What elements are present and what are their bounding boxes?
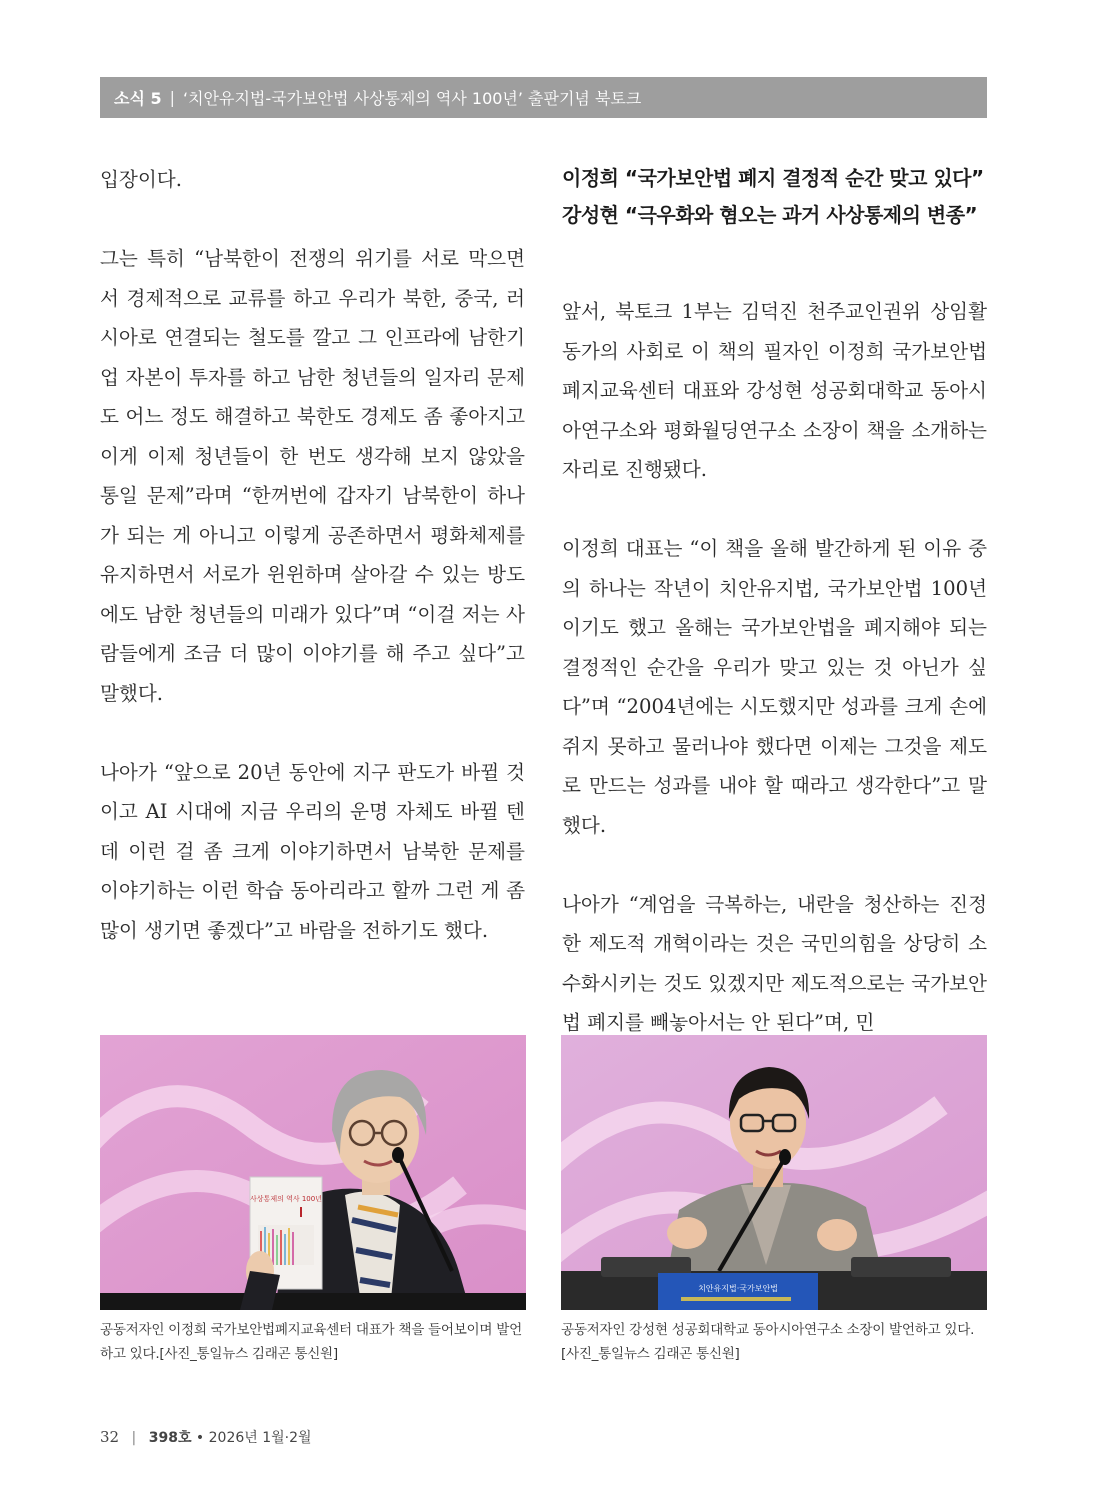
issue-number: 398호 (148, 1430, 192, 1446)
section-title: ‘치안유지법-국가보안법 사상통제의 역사 100년’ 출판기념 북토크 (183, 89, 642, 108)
right-paragraph-1: 앞서, 북토크 1부는 김덕진 천주교인권위 상임활동가의 사회로 이 책의 필자인 이정희 국가보안법폐지교육센터 대표와 강성현 성공회대학교 동아시아연구소와 평화월딩연구소 소장이 책을 소개하는 자리로 진행됐다. (562, 300, 987, 481)
left-paragraph-2: 그는 특히 “남북한이 전쟁의 위기를 서로 막으면서 경제적으로 교류를 하고 우리가 북한, 중국, 러시아로 연결되는 철도를 깔고 그 인프라에 남한기업 자본이 투자를 하고 남한 청년들의 일자리 문제도 어느 정도 해결하고 북한도 경제도 좀 좋아지고 이게 이제 청년들이 한 번도 생각해 보지 않았을 통일 문제”라며 “한꺼번에 갑자기 남북한이 하나가 되는 게 아니고 이렇게 공존하면서 평화체제를 유지하면서 서로가 윈윈하며 살아갈 수 있는 방도에도 남한 청년들의 미래가 있다”며 “이걸 저는 사람들에게 조금 더 많이 이야기를 해 주고 싶다”고 말했다. (100, 247, 525, 705)
footer-divider: | (131, 1430, 137, 1446)
page-footer (100, 1427, 312, 1447)
right-paragraph-3: 나아가 “계엄을 극복하는, 내란을 청산하는 진정한 제도적 개혁이라는 것은 국민의힘을 상당히 소수화시키는 것도 있겠지만 제도적으로는 국가보안법 폐지를 빼놓아서는 안 된다”며, 민 (562, 892, 987, 1034)
issue-date: • 2026년 1월·2월 (195, 1430, 312, 1446)
header-separator: | (169, 88, 176, 107)
book-cover-title: 사상통제의 역사 100년 (250, 1195, 322, 1203)
section-label: 소식 5 (114, 89, 162, 108)
right-paragraph-2: 이정희 대표는 “이 책을 올해 발간하게 된 이유 중의 하나는 작년이 치안유지법, 국가보안법 100년이기도 했고 올해는 국가보안법을 폐지해야 되는 결정적인 순간을 우리가 맞고 있는 것 아닌가 싶다”며 “2004년에는 시도했지만 성과를 크게 손에 쥐지 못하고 물러나야 했다면 이제는 그것을 제도로 만드는 성과를 내야 할 때라고 생각한다”고 말했다. (562, 537, 987, 837)
left-column (100, 160, 525, 990)
left-paragraph-3: 나아가 “앞으로 20년 동안에 지구 판도가 바뀔 것이고 AI 시대에 지금 우리의 운명 자체도 바뀔 텐데 이런 걸 좀 크게 이야기하면서 남북한 문제를 이야기하는 이런 학습 동아리라고 할까 그런 게 좀 많이 생기면 좋겠다”고 바람을 전하기도 했다. (100, 760, 525, 942)
photo-illustration-left (100, 1035, 526, 1310)
left-paragraph-1: 입장이다. (100, 168, 182, 191)
subheading-line-1: 이정희 “국가보안법 폐지 결정적 순간 맞고 있다” (562, 166, 984, 190)
subheading-line-2: 강성현 “극우화와 혐오는 과거 사상통제의 변종” (562, 203, 978, 227)
photo-illustration-right (561, 1035, 987, 1310)
photo-kang-sung-hyun (561, 1035, 987, 1310)
right-column (562, 160, 987, 1082)
page-number: 32 (100, 1428, 120, 1446)
photo-caption-left: 공동저자인 이정희 국가보안법폐지교육센터 대표가 책을 들어보이며 발언하고 있다.[사진_통일뉴스 김래곤 통신원] (100, 1322, 522, 1362)
photo-lee-jung-hee (100, 1035, 526, 1310)
photo-caption-right: 공동저자인 강성현 성공회대학교 동아시아연구소 소장이 발언하고 있다.[사진_통일뉴스 김래곤 통신원] (561, 1322, 975, 1362)
section-header-bar (100, 77, 987, 118)
subheading (562, 160, 987, 234)
placard-text: 치안유지법·국가보안법 (698, 1284, 778, 1293)
